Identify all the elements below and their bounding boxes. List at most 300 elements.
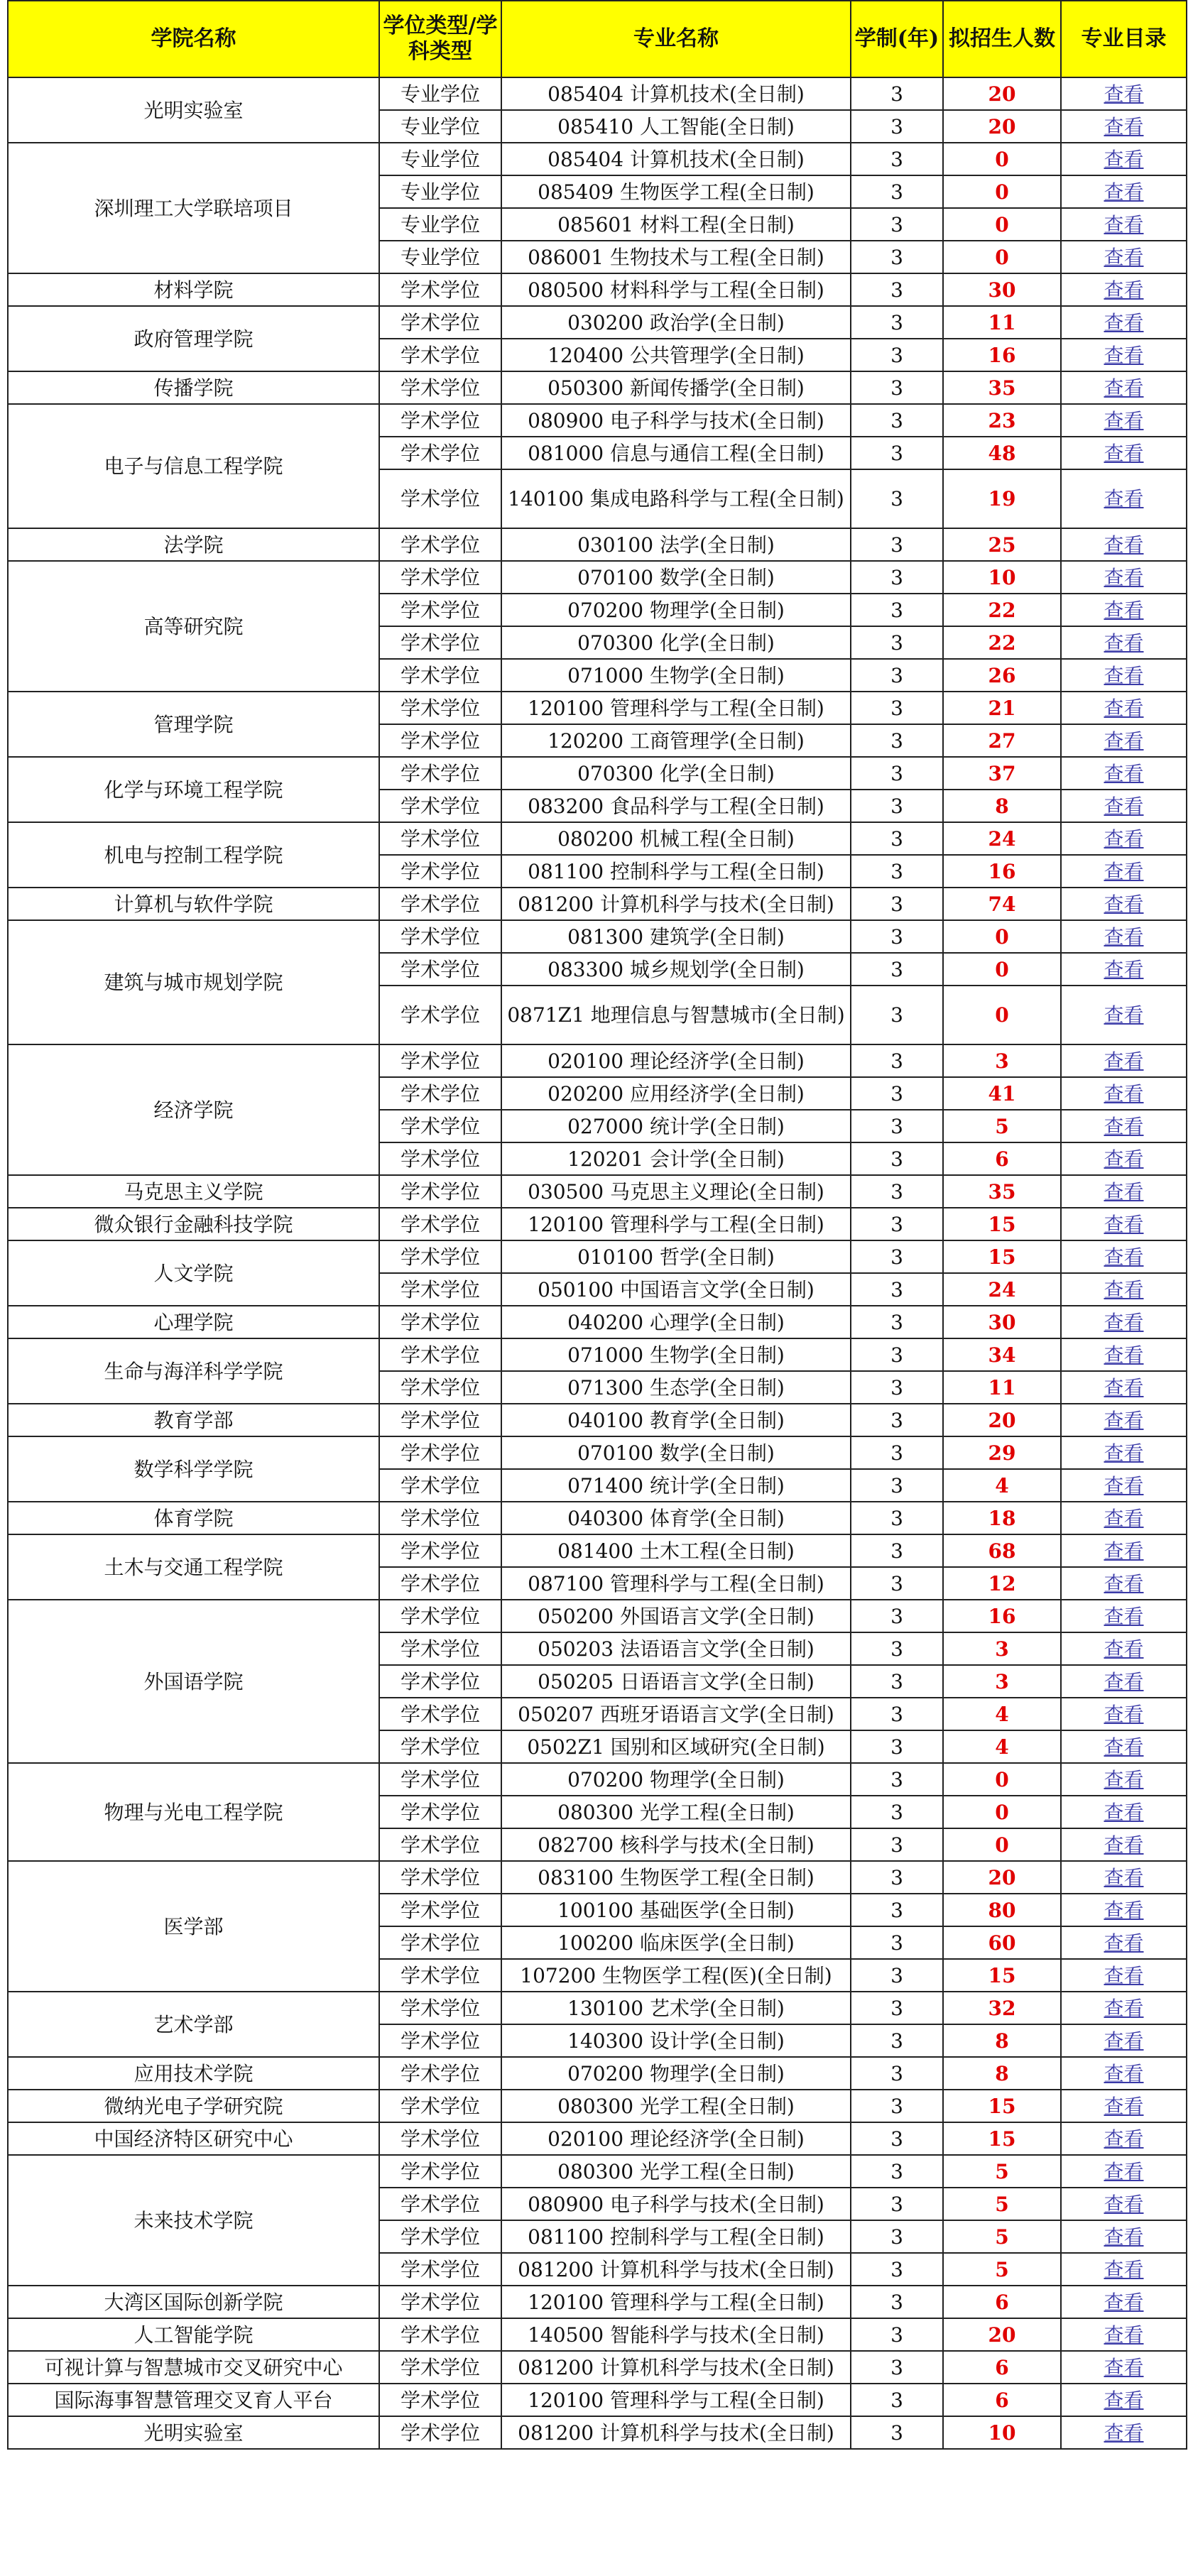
catalog-cell [1061, 1926, 1187, 1959]
major-name-cell: 140300 设计学(全日制) [501, 2024, 851, 2057]
table-row [8, 371, 1187, 404]
table-row [8, 306, 1187, 339]
duration-cell: 3 [851, 888, 943, 920]
view-catalog-link[interactable]: 查看 [1104, 1049, 1144, 1073]
major-name-cell: 120200 工商管理学(全日制) [501, 724, 851, 757]
catalog-cell [1061, 888, 1187, 920]
degree-type-cell: 学术学位 [379, 855, 501, 888]
view-catalog-link[interactable]: 查看 [1104, 2094, 1144, 2118]
degree-type-cell: 学术学位 [379, 1567, 501, 1600]
view-catalog-link[interactable]: 查看 [1104, 2225, 1144, 2249]
college-name-cell: 机电与控制工程学院 [8, 822, 379, 888]
view-catalog-link[interactable]: 查看 [1104, 2323, 1144, 2347]
catalog-cell [1061, 2090, 1187, 2122]
college-name-cell: 深圳理工大学联培项目 [8, 143, 379, 273]
college-name-cell: 马克思主义学院 [8, 1175, 379, 1208]
major-name-cell: 082700 核科学与技术(全日制) [501, 1828, 851, 1861]
degree-type-cell: 学术学位 [379, 692, 501, 724]
view-catalog-link[interactable]: 查看 [1104, 2159, 1144, 2183]
degree-type-cell: 学术学位 [379, 1240, 501, 1273]
duration-cell: 3 [851, 1992, 943, 2024]
quota-cell: 6 [943, 2384, 1061, 2416]
college-name-cell: 大湾区国际创新学院 [8, 2286, 379, 2318]
view-catalog-link[interactable]: 查看 [1104, 794, 1144, 818]
duration-cell: 3 [851, 175, 943, 208]
duration-cell: 3 [851, 208, 943, 241]
duration-cell: 3 [851, 1436, 943, 1469]
table-row [8, 273, 1187, 306]
view-catalog-link[interactable]: 查看 [1104, 859, 1144, 883]
catalog-cell [1061, 1436, 1187, 1469]
view-catalog-link[interactable]: 查看 [1104, 1114, 1144, 1138]
duration-cell: 3 [851, 2318, 943, 2351]
major-name-cell: 120100 管理科学与工程(全日制) [501, 2384, 851, 2416]
duration-cell: 3 [851, 2122, 943, 2155]
quota-cell: 3 [943, 1044, 1061, 1077]
quota-cell: 20 [943, 2318, 1061, 2351]
view-catalog-link[interactable]: 查看 [1104, 1735, 1144, 1759]
college-name-cell: 可视计算与智慧城市交叉研究中心 [8, 2351, 379, 2384]
major-name-cell: 050300 新闻传播学(全日制) [501, 371, 851, 404]
degree-type-cell: 学术学位 [379, 306, 501, 339]
quota-cell: 6 [943, 2286, 1061, 2318]
degree-type-cell: 专业学位 [379, 175, 501, 208]
view-catalog-link[interactable]: 查看 [1104, 408, 1144, 432]
catalog-cell [1061, 110, 1187, 143]
degree-type-cell: 学术学位 [379, 1600, 501, 1632]
view-catalog-link[interactable]: 查看 [1104, 1212, 1144, 1236]
view-catalog-link[interactable]: 查看 [1104, 2127, 1144, 2151]
view-catalog-link[interactable]: 查看 [1104, 82, 1144, 106]
view-catalog-link[interactable]: 查看 [1104, 2388, 1144, 2412]
major-name-cell: 086001 生物技术与工程(全日制) [501, 241, 851, 273]
quota-cell: 35 [943, 1175, 1061, 1208]
duration-cell: 3 [851, 1861, 943, 1894]
duration-cell: 3 [851, 273, 943, 306]
duration-cell: 3 [851, 1208, 943, 1240]
catalog-cell [1061, 953, 1187, 986]
quota-cell: 24 [943, 1273, 1061, 1306]
view-catalog-link[interactable]: 查看 [1104, 278, 1144, 302]
quota-cell: 26 [943, 659, 1061, 692]
degree-type-cell: 学术学位 [379, 2351, 501, 2384]
major-name-cell: 027000 统计学(全日制) [501, 1110, 851, 1142]
duration-cell: 3 [851, 1926, 943, 1959]
view-catalog-link[interactable]: 查看 [1104, 1441, 1144, 1465]
college-name-cell: 政府管理学院 [8, 306, 379, 371]
catalog-cell [1061, 1077, 1187, 1110]
view-catalog-link[interactable]: 查看 [1104, 1310, 1144, 1334]
quota-cell: 18 [943, 1502, 1061, 1534]
college-name-cell: 教育学部 [8, 1404, 379, 1436]
degree-type-cell: 学术学位 [379, 339, 501, 371]
catalog-cell [1061, 1175, 1187, 1208]
view-catalog-link[interactable]: 查看 [1104, 245, 1144, 269]
catalog-cell [1061, 561, 1187, 594]
view-catalog-link[interactable]: 查看 [1104, 957, 1144, 981]
view-catalog-link[interactable]: 查看 [1104, 114, 1144, 138]
view-catalog-link[interactable]: 查看 [1104, 826, 1144, 851]
table-row [8, 2416, 1187, 2449]
college-name-cell: 经济学院 [8, 1044, 379, 1175]
duration-cell: 3 [851, 528, 943, 561]
major-name-cell: 085409 生物医学工程(全日制) [501, 175, 851, 208]
duration-cell: 3 [851, 1273, 943, 1306]
table-row [8, 2286, 1187, 2318]
quota-cell: 6 [943, 1142, 1061, 1175]
catalog-cell [1061, 986, 1187, 1044]
view-catalog-link[interactable]: 查看 [1104, 1375, 1144, 1399]
catalog-cell [1061, 2188, 1187, 2220]
quota-cell: 22 [943, 626, 1061, 659]
college-name-cell: 医学部 [8, 1861, 379, 1992]
degree-type-cell: 学术学位 [379, 594, 501, 626]
view-catalog-link[interactable]: 查看 [1104, 1931, 1144, 1955]
quota-cell: 4 [943, 1469, 1061, 1502]
catalog-cell [1061, 437, 1187, 469]
degree-type-cell: 学术学位 [379, 1763, 501, 1796]
major-name-cell: 070100 数学(全日制) [501, 561, 851, 594]
catalog-cell [1061, 1698, 1187, 1730]
table-row [8, 2122, 1187, 2155]
view-catalog-link[interactable]: 查看 [1104, 1147, 1144, 1171]
quota-cell: 8 [943, 2057, 1061, 2090]
quota-cell: 3 [943, 1632, 1061, 1665]
degree-type-cell: 学术学位 [379, 273, 501, 306]
view-catalog-link[interactable]: 查看 [1104, 310, 1144, 334]
quota-cell: 15 [943, 1240, 1061, 1273]
quota-cell: 29 [943, 1436, 1061, 1469]
duration-cell: 3 [851, 2220, 943, 2253]
table-row [8, 1044, 1187, 1077]
duration-cell: 3 [851, 371, 943, 404]
degree-type-cell: 学术学位 [379, 2253, 501, 2286]
degree-type-cell: 学术学位 [379, 1926, 501, 1959]
view-catalog-link[interactable]: 查看 [1104, 1003, 1144, 1027]
duration-cell: 3 [851, 822, 943, 855]
duration-cell: 3 [851, 953, 943, 986]
degree-type-cell: 学术学位 [379, 528, 501, 561]
view-catalog-link[interactable]: 查看 [1104, 1277, 1144, 1301]
college-name-cell: 未来技术学院 [8, 2155, 379, 2286]
view-catalog-link[interactable]: 查看 [1104, 761, 1144, 785]
degree-type-cell: 学术学位 [379, 1175, 501, 1208]
quota-cell: 15 [943, 2090, 1061, 2122]
duration-cell: 3 [851, 110, 943, 143]
table-row [8, 77, 1187, 110]
degree-type-cell: 学术学位 [379, 986, 501, 1044]
view-catalog-link[interactable]: 查看 [1104, 1571, 1144, 1595]
degree-type-cell: 学术学位 [379, 1861, 501, 1894]
quota-cell: 60 [943, 1926, 1061, 1959]
major-name-cell: 081200 计算机科学与技术(全日制) [501, 2253, 851, 2286]
view-catalog-link[interactable]: 查看 [1104, 147, 1144, 171]
view-catalog-link[interactable]: 查看 [1104, 1833, 1144, 1857]
view-catalog-link[interactable]: 查看 [1104, 343, 1144, 367]
table-row [8, 1534, 1187, 1567]
major-name-cell: 030500 马克思主义理论(全日制) [501, 1175, 851, 1208]
view-catalog-link[interactable]: 查看 [1104, 1604, 1144, 1628]
table-row [8, 920, 1187, 953]
quota-cell: 16 [943, 1600, 1061, 1632]
quota-cell: 15 [943, 1959, 1061, 1992]
view-catalog-link[interactable]: 查看 [1104, 1539, 1144, 1563]
degree-type-cell: 学术学位 [379, 2024, 501, 2057]
view-catalog-link[interactable]: 查看 [1104, 2290, 1144, 2314]
catalog-cell [1061, 2024, 1187, 2057]
college-name-cell: 计算机与软件学院 [8, 888, 379, 920]
degree-type-cell: 学术学位 [379, 1730, 501, 1763]
college-name-cell: 电子与信息工程学院 [8, 404, 379, 528]
view-catalog-link[interactable]: 查看 [1104, 2192, 1144, 2216]
major-name-cell: 100200 临床医学(全日制) [501, 1926, 851, 1959]
major-name-cell: 081200 计算机科学与技术(全日制) [501, 888, 851, 920]
quota-cell: 41 [943, 1077, 1061, 1110]
view-catalog-link[interactable]: 查看 [1104, 924, 1144, 949]
duration-cell: 3 [851, 757, 943, 790]
major-name-cell: 070200 物理学(全日制) [501, 1763, 851, 1796]
view-catalog-link[interactable]: 查看 [1104, 1898, 1144, 1922]
view-catalog-link[interactable]: 查看 [1104, 376, 1144, 400]
quota-cell: 5 [943, 2253, 1061, 2286]
degree-type-cell: 学术学位 [379, 561, 501, 594]
catalog-cell [1061, 143, 1187, 175]
major-name-cell: 130100 艺术学(全日制) [501, 1992, 851, 2024]
quota-cell: 74 [943, 888, 1061, 920]
view-catalog-link[interactable]: 查看 [1104, 1963, 1144, 1987]
major-name-cell: 120201 会计学(全日制) [501, 1142, 851, 1175]
college-name-cell: 体育学院 [8, 1502, 379, 1534]
major-name-cell: 070100 数学(全日制) [501, 1436, 851, 1469]
view-catalog-link[interactable]: 查看 [1104, 598, 1144, 622]
degree-type-cell: 学术学位 [379, 404, 501, 437]
quota-cell: 16 [943, 339, 1061, 371]
view-catalog-link[interactable]: 查看 [1104, 1637, 1144, 1661]
duration-cell: 3 [851, 2286, 943, 2318]
duration-cell: 3 [851, 1502, 943, 1534]
header-duration: 学制(年) [851, 1, 943, 77]
degree-type-cell: 学术学位 [379, 2090, 501, 2122]
degree-type-cell: 学术学位 [379, 371, 501, 404]
duration-cell: 3 [851, 2416, 943, 2449]
catalog-cell [1061, 1306, 1187, 1338]
duration-cell: 3 [851, 241, 943, 273]
quota-cell: 0 [943, 1763, 1061, 1796]
major-name-cell: 050100 中国语言文学(全日制) [501, 1273, 851, 1306]
quota-cell: 32 [943, 1992, 1061, 2024]
catalog-cell [1061, 659, 1187, 692]
catalog-cell [1061, 1730, 1187, 1763]
catalog-cell [1061, 724, 1187, 757]
view-catalog-link[interactable]: 查看 [1104, 696, 1144, 720]
major-name-cell: 080900 电子科学与技术(全日制) [501, 2188, 851, 2220]
quota-cell: 0 [943, 920, 1061, 953]
duration-cell: 3 [851, 724, 943, 757]
college-name-cell: 中国经济特区研究中心 [8, 2122, 379, 2155]
view-catalog-link[interactable]: 查看 [1104, 1343, 1144, 1367]
view-catalog-link[interactable]: 查看 [1104, 1245, 1144, 1269]
duration-cell: 3 [851, 1665, 943, 1698]
view-catalog-link[interactable]: 查看 [1104, 212, 1144, 236]
degree-type-cell: 学术学位 [379, 1208, 501, 1240]
view-catalog-link[interactable]: 查看 [1104, 728, 1144, 753]
quota-cell: 11 [943, 306, 1061, 339]
degree-type-cell: 学术学位 [379, 1306, 501, 1338]
catalog-cell [1061, 594, 1187, 626]
college-name-cell: 应用技术学院 [8, 2057, 379, 2090]
catalog-cell [1061, 790, 1187, 822]
college-name-cell: 国际海事智慧管理交叉育人平台 [8, 2384, 379, 2416]
duration-cell: 3 [851, 1730, 943, 1763]
header-college: 学院名称 [8, 1, 379, 77]
degree-type-cell: 学术学位 [379, 920, 501, 953]
view-catalog-link[interactable]: 查看 [1104, 1702, 1144, 1726]
view-catalog-link[interactable]: 查看 [1104, 2355, 1144, 2379]
major-name-cell: 081100 控制科学与工程(全日制) [501, 2220, 851, 2253]
catalog-cell [1061, 1208, 1187, 1240]
major-name-cell: 020200 应用经济学(全日制) [501, 1077, 851, 1110]
major-name-cell: 120100 管理科学与工程(全日制) [501, 692, 851, 724]
college-name-cell: 人文学院 [8, 1240, 379, 1306]
duration-cell: 3 [851, 437, 943, 469]
duration-cell: 3 [851, 1894, 943, 1926]
major-name-cell: 050205 日语语言文学(全日制) [501, 1665, 851, 1698]
view-catalog-link[interactable]: 查看 [1104, 1767, 1144, 1791]
major-name-cell: 071300 生态学(全日制) [501, 1371, 851, 1404]
duration-cell: 3 [851, 2090, 943, 2122]
header-quota: 拟招生人数 [943, 1, 1061, 77]
table-row [8, 561, 1187, 594]
degree-type-cell: 学术学位 [379, 659, 501, 692]
major-name-cell: 120100 管理科学与工程(全日制) [501, 1208, 851, 1240]
quota-cell: 0 [943, 986, 1061, 1044]
major-name-cell: 083200 食品科学与工程(全日制) [501, 790, 851, 822]
college-name-cell: 高等研究院 [8, 561, 379, 692]
table-row [8, 1306, 1187, 1338]
degree-type-cell: 学术学位 [379, 822, 501, 855]
catalog-cell [1061, 2351, 1187, 2384]
major-name-cell: 087100 管理科学与工程(全日制) [501, 1567, 851, 1600]
college-name-cell: 艺术学部 [8, 1992, 379, 2057]
view-catalog-link[interactable]: 查看 [1104, 1800, 1144, 1824]
college-name-cell: 数学科学学院 [8, 1436, 379, 1502]
quota-cell: 8 [943, 790, 1061, 822]
duration-cell: 3 [851, 1338, 943, 1371]
college-name-cell: 光明实验室 [8, 77, 379, 143]
catalog-cell [1061, 1861, 1187, 1894]
duration-cell: 3 [851, 2384, 943, 2416]
catalog-cell [1061, 1371, 1187, 1404]
view-catalog-link[interactable]: 查看 [1104, 1081, 1144, 1106]
duration-cell: 3 [851, 1632, 943, 1665]
duration-cell: 3 [851, 1142, 943, 1175]
catalog-cell [1061, 2122, 1187, 2155]
view-catalog-link[interactable]: 查看 [1104, 565, 1144, 589]
view-catalog-link[interactable]: 查看 [1104, 180, 1144, 204]
degree-type-cell: 学术学位 [379, 1371, 501, 1404]
view-catalog-link[interactable]: 查看 [1104, 2257, 1144, 2281]
view-catalog-link[interactable]: 查看 [1104, 2421, 1144, 2445]
quota-cell: 3 [943, 1665, 1061, 1698]
duration-cell: 3 [851, 659, 943, 692]
college-name-cell: 外国语学院 [8, 1600, 379, 1763]
view-catalog-link[interactable]: 查看 [1104, 2029, 1144, 2053]
college-name-cell: 生命与海洋科学学院 [8, 1338, 379, 1404]
quota-cell: 5 [943, 1110, 1061, 1142]
view-catalog-link[interactable]: 查看 [1104, 2061, 1144, 2085]
duration-cell: 3 [851, 855, 943, 888]
degree-type-cell: 学术学位 [379, 1796, 501, 1828]
page-wrapper [7, 0, 1186, 2450]
catalog-cell [1061, 1240, 1187, 1273]
view-catalog-link[interactable]: 查看 [1104, 1408, 1144, 1432]
degree-type-cell: 学术学位 [379, 1273, 501, 1306]
view-catalog-link[interactable]: 查看 [1104, 533, 1144, 557]
degree-type-cell: 学术学位 [379, 1502, 501, 1534]
view-catalog-link[interactable]: 查看 [1104, 1179, 1144, 1204]
duration-cell: 3 [851, 404, 943, 437]
major-name-cell: 083100 生物医学工程(全日制) [501, 1861, 851, 1894]
degree-type-cell: 学术学位 [379, 1665, 501, 1698]
major-name-cell: 083300 城乡规划学(全日制) [501, 953, 851, 986]
major-name-cell: 081400 土木工程(全日制) [501, 1534, 851, 1567]
catalog-cell [1061, 757, 1187, 790]
degree-type-cell: 学术学位 [379, 1436, 501, 1469]
duration-cell: 3 [851, 594, 943, 626]
degree-type-cell: 学术学位 [379, 2155, 501, 2188]
view-catalog-link[interactable]: 查看 [1104, 487, 1144, 511]
table-row [8, 1404, 1187, 1436]
college-name-cell: 土木与交通工程学院 [8, 1534, 379, 1600]
view-catalog-link[interactable]: 查看 [1104, 1669, 1144, 1693]
view-catalog-link[interactable]: 查看 [1104, 1865, 1144, 1889]
quota-cell: 0 [943, 953, 1061, 986]
quota-cell: 34 [943, 1338, 1061, 1371]
view-catalog-link[interactable]: 查看 [1104, 441, 1144, 465]
view-catalog-link[interactable]: 查看 [1104, 1506, 1144, 1530]
degree-type-cell: 学术学位 [379, 1404, 501, 1436]
quota-cell: 20 [943, 1404, 1061, 1436]
major-name-cell: 070200 物理学(全日制) [501, 594, 851, 626]
major-name-cell: 085601 材料工程(全日制) [501, 208, 851, 241]
view-catalog-link[interactable]: 查看 [1104, 892, 1144, 916]
college-name-cell: 心理学院 [8, 1306, 379, 1338]
catalog-cell [1061, 273, 1187, 306]
table-row [8, 2384, 1187, 2416]
major-name-cell: 030200 政治学(全日制) [501, 306, 851, 339]
table-row [8, 2090, 1187, 2122]
college-name-cell: 管理学院 [8, 692, 379, 757]
duration-cell: 3 [851, 339, 943, 371]
view-catalog-link[interactable]: 查看 [1104, 631, 1144, 655]
duration-cell: 3 [851, 1796, 943, 1828]
table-row [8, 1992, 1187, 2024]
duration-cell: 3 [851, 2057, 943, 2090]
duration-cell: 3 [851, 1306, 943, 1338]
quota-cell: 0 [943, 1828, 1061, 1861]
catalog-cell [1061, 1632, 1187, 1665]
view-catalog-link[interactable]: 查看 [1104, 1996, 1144, 2020]
major-name-cell: 080300 光学工程(全日制) [501, 1796, 851, 1828]
view-catalog-link[interactable]: 查看 [1104, 663, 1144, 687]
view-catalog-link[interactable]: 查看 [1104, 1473, 1144, 1497]
header-catalog: 专业目录 [1061, 1, 1187, 77]
degree-type-cell: 学术学位 [379, 2122, 501, 2155]
degree-type-cell: 学术学位 [379, 1077, 501, 1110]
degree-type-cell: 学术学位 [379, 2220, 501, 2253]
quota-cell: 5 [943, 2155, 1061, 2188]
duration-cell: 3 [851, 2253, 943, 2286]
